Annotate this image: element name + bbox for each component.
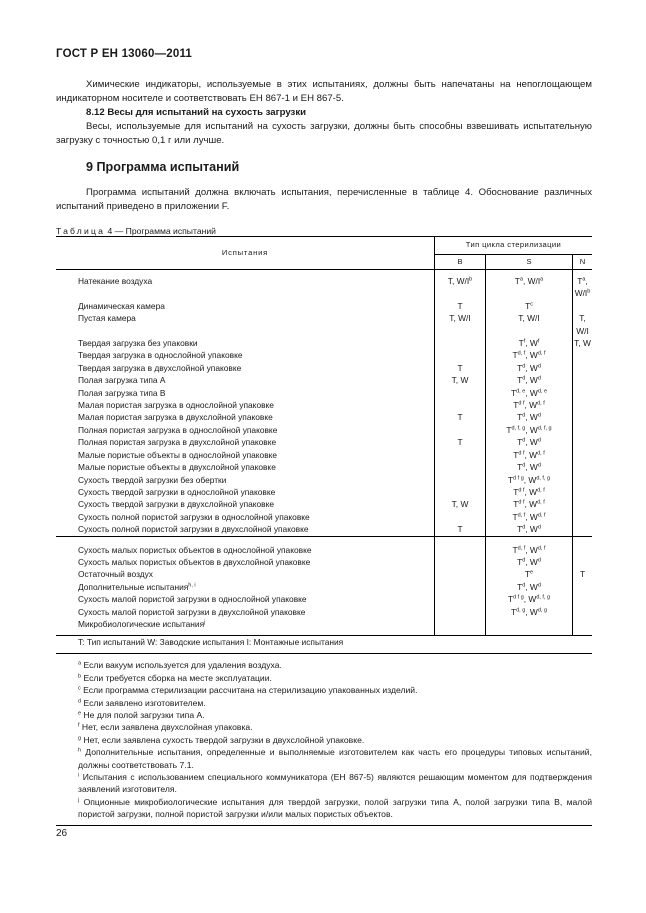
subsection-title: 8.12 Весы для испытаний на сухость загрузки bbox=[86, 107, 307, 118]
cycle-b-cell bbox=[435, 568, 486, 580]
cycle-b-cell bbox=[435, 474, 486, 486]
footnote: $^h$ Дополнительные испытания, определенные и выполняемые изготовителем как часть его процедуры типовых испытаний, должны соответствовать 7.1. bbox=[78, 747, 592, 770]
subsection-text: Весы, используемые для испытаний на сухость загрузки, должны быть способны взвешивать испытательную загрузку с точностью 0,1 г или лучше. bbox=[56, 121, 592, 146]
cycle-n-cell bbox=[573, 424, 593, 436]
cycle-n-cell bbox=[573, 486, 593, 498]
cycle-n-cell bbox=[573, 399, 593, 411]
cycle-s-cell: T$^{d, f}$, W$^{d, f}$ bbox=[486, 511, 573, 523]
cycle-b-cell: T, W/I bbox=[435, 312, 486, 337]
footnote-mark: a bbox=[78, 660, 82, 667]
cycle-n-cell bbox=[573, 349, 593, 361]
cycle-s-cell: T$^{d, f}$, W$^{d, f}$ bbox=[486, 544, 573, 556]
cycle-n-cell bbox=[573, 362, 593, 374]
cycle-n-cell bbox=[573, 606, 593, 618]
table-row bbox=[56, 399, 592, 411]
cycle-s-cell: $T^d$, $W^d$ bbox=[486, 556, 573, 568]
table-row bbox=[56, 411, 592, 423]
test-name-cell: Сухость твердой загрузки в однослойной упаковке bbox=[56, 486, 435, 498]
cycle-s-cell: $T^{d f}$, W$^{d, f}$ bbox=[486, 486, 573, 498]
table-row bbox=[56, 449, 592, 461]
col-b-header: B bbox=[435, 254, 486, 269]
table-body-group2 bbox=[56, 544, 592, 631]
col-group-header: Тип цикла стерилизации bbox=[435, 237, 593, 255]
cycle-n-cell bbox=[573, 374, 593, 386]
cycle-n-cell bbox=[573, 544, 593, 556]
cycle-s-cell: $T^{d f}$, W$^{d, f}$ bbox=[486, 399, 573, 411]
test-name-cell: Микробиологические испытания$^j$ bbox=[56, 618, 435, 630]
test-name-cell: Полая загрузка типа В bbox=[56, 387, 435, 399]
table-row bbox=[56, 436, 592, 448]
cycle-s-cell: T$^{d, e}$, W$^{d, e}$ bbox=[486, 387, 573, 399]
test-name-cell: Сухость полной пористой загрузки в однослойной упаковке bbox=[56, 511, 435, 523]
footnote-mark: f bbox=[78, 722, 80, 729]
intro-paragraph: Химические индикаторы, используемые в этих испытаниях, должны быть напечатаны на непоглощающем индикаторном носителе и соответствовать ЕН 867-1 и ЕН 867-5. bbox=[56, 79, 592, 104]
test-name-cell: Малая пористая загрузка в двухслойной упаковке bbox=[56, 411, 435, 423]
table-row bbox=[56, 474, 592, 486]
cycle-s-cell: $T^d$, $W^d$ bbox=[486, 581, 573, 593]
test-name-cell: Натекание воздуха bbox=[56, 275, 435, 300]
footnote-mark: i bbox=[78, 772, 80, 779]
cycle-s-cell: $T^{d f g}$, W$^{d, f, g}$ bbox=[486, 593, 573, 605]
cycle-b-cell: T, W bbox=[435, 498, 486, 510]
table-body-group1 bbox=[56, 270, 592, 537]
footnote: $^b$ Если требуется сборка на месте эксплуатации. bbox=[78, 672, 272, 683]
col-tests-header: Испытания bbox=[56, 237, 435, 270]
cycle-s-cell: T$^{d, f, g}$, W$^{d, f, g}$ bbox=[486, 424, 573, 436]
table-row bbox=[56, 486, 592, 498]
col-s-header: S bbox=[486, 254, 573, 269]
table-row bbox=[56, 374, 592, 386]
table-row bbox=[56, 275, 592, 300]
cycle-b-cell bbox=[435, 581, 486, 593]
test-name-cell: Полая загрузка типа А bbox=[56, 374, 435, 386]
cycle-b-cell: T bbox=[435, 300, 486, 312]
footnote-mark: h bbox=[78, 747, 82, 754]
table-row bbox=[56, 593, 592, 605]
cycle-b-cell: T, W bbox=[435, 374, 486, 386]
cycle-b-cell bbox=[435, 544, 486, 556]
cycle-s-cell: $T^d$, $W^d$ bbox=[486, 374, 573, 386]
cycle-n-cell bbox=[573, 449, 593, 461]
cycle-b-cell: T, $W/I^b$ bbox=[435, 275, 486, 300]
test-name-cell: Сухость полной пористой загрузки в двухслойной упаковке bbox=[56, 523, 435, 536]
cycle-b-cell bbox=[435, 424, 486, 436]
cycle-n-cell: $T^a$, $W/I^b$ bbox=[574, 276, 591, 299]
cycle-s-cell: T$^{d, f}$, W$^{d, f}$ bbox=[486, 349, 573, 361]
footnote-mark: e bbox=[78, 710, 82, 717]
footnote-mark: g bbox=[78, 735, 82, 742]
cycle-n-cell bbox=[573, 618, 593, 630]
cycle-s-cell bbox=[486, 618, 573, 630]
test-name-cell: Динамическая камера bbox=[56, 300, 435, 312]
cycle-n-cell bbox=[573, 581, 593, 593]
cycle-s-cell: $T^{d f g}$, W$^{d, f, g}$ bbox=[486, 474, 573, 486]
test-name-cell: Полная пористая загрузка в однослойной упаковке bbox=[56, 424, 435, 436]
cycle-s-cell: $T^d$, $W^d$ bbox=[486, 362, 573, 374]
test-name-cell: Сухость твердой загрузки без обертки bbox=[56, 474, 435, 486]
cycle-s-cell: $T^a$, $W/I^a$ bbox=[486, 275, 573, 300]
col-n-header: N bbox=[573, 254, 593, 269]
table-legend: T: Тип испытаний W: Заводские испытания I: Монтажные испытания bbox=[56, 636, 592, 654]
cycle-s-cell: $T^e$ bbox=[486, 568, 573, 580]
footnote-mark: j bbox=[78, 797, 80, 804]
footnote: $^c$ Если программа стерилизации рассчитана на стерилизацию упакованных изделий. bbox=[78, 685, 418, 696]
cycle-b-cell: T bbox=[435, 411, 486, 423]
footnote-mark: d bbox=[78, 698, 82, 705]
cycle-s-cell: T$^{d, g}$, W$^{d, g}$ bbox=[486, 606, 573, 618]
table-row bbox=[56, 362, 592, 374]
table-row bbox=[56, 461, 592, 473]
section-text: Программа испытаний должна включать испытания, перечисленные в таблице 4. Обоснование различных испытаний приведено в приложении F. bbox=[56, 187, 592, 212]
table-row bbox=[56, 312, 592, 337]
subsection-8-12 bbox=[56, 106, 592, 148]
cycle-s-cell: $T^{d f}$, W$^{d, f}$ bbox=[486, 498, 573, 510]
cycle-n-cell bbox=[573, 498, 593, 510]
cycle-n-cell bbox=[573, 461, 593, 473]
test-name-cell: Дополнительные испытания$^{h, i}$ bbox=[56, 581, 435, 593]
test-name-cell: Сухость малой пористой загрузки в двухслойной упаковке bbox=[56, 606, 435, 618]
cycle-b-cell bbox=[435, 556, 486, 568]
table-row bbox=[56, 618, 592, 630]
footnote-mark: b bbox=[78, 673, 82, 680]
cycle-s-cell: $T^{d f}$, W$^{d, f}$ bbox=[486, 449, 573, 461]
cycle-b-cell bbox=[435, 593, 486, 605]
table-row bbox=[56, 556, 592, 568]
cycle-b-cell bbox=[435, 461, 486, 473]
cycle-n-cell bbox=[573, 411, 593, 423]
test-name-cell: Твердая загрузка в двухслойной упаковке bbox=[56, 362, 435, 374]
cycle-b-cell: T bbox=[435, 436, 486, 448]
cycle-s-cell: $T^d$, $W^d$ bbox=[486, 523, 573, 536]
cycle-b-cell bbox=[435, 618, 486, 630]
cycle-b-cell bbox=[435, 349, 486, 361]
table-row bbox=[56, 544, 592, 556]
table-row bbox=[56, 606, 592, 618]
table-row bbox=[56, 337, 592, 349]
cycle-n-cell bbox=[573, 474, 593, 486]
cycle-b-cell bbox=[435, 387, 486, 399]
cycle-b-cell bbox=[435, 511, 486, 523]
test-name-cell: Малая пористая загрузка в однослойной упаковке bbox=[56, 399, 435, 411]
cycle-b-cell bbox=[435, 337, 486, 349]
cycle-b-cell bbox=[435, 449, 486, 461]
footnote: $^i$ Испытания с использованием специального коммуникатора (ЕН 867-5) являются решающим моментом для подтверждения заявлений изготовителя. bbox=[78, 772, 592, 795]
cycle-s-cell: $T^d$, $W^d$ bbox=[486, 461, 573, 473]
table-caption-word: Таблица bbox=[56, 226, 106, 236]
cycle-b-cell bbox=[435, 486, 486, 498]
test-name-cell: Твердая загрузка в однослойной упаковке bbox=[56, 349, 435, 361]
cycle-n-cell bbox=[573, 593, 593, 605]
table-row bbox=[56, 349, 592, 361]
cycle-n-cell bbox=[573, 300, 593, 312]
cycle-n-cell: T, W/I bbox=[576, 313, 589, 336]
test-name-cell: Сухость малых пористых объектов в двухслойной упаковке bbox=[56, 556, 435, 568]
footnote: $^f$ Нет, если заявлена двухслойная упаковка. bbox=[78, 722, 253, 733]
table-row bbox=[56, 498, 592, 510]
test-name-cell: Малые пористые объекты в однослойной упаковке bbox=[56, 449, 435, 461]
table-caption-rest: 4 — Программа испытаний bbox=[107, 226, 216, 236]
test-name-cell: Твердая загрузка без упаковки bbox=[56, 337, 435, 349]
footnote-mark: c bbox=[78, 685, 81, 692]
cycle-n-cell bbox=[573, 523, 593, 536]
cycle-b-cell: T bbox=[435, 362, 486, 374]
test-name-cell: Полная пористая загрузка в двухслойной упаковке bbox=[56, 436, 435, 448]
table-row bbox=[56, 523, 592, 536]
cycle-s-cell: T, W/I bbox=[486, 312, 573, 337]
cycle-n-cell bbox=[573, 436, 593, 448]
table-caption bbox=[56, 226, 216, 236]
test-name-cell: Сухость малой пористой загрузки в однослойной упаковке bbox=[56, 593, 435, 605]
footnote: $^a$ Если вакуум используется для удаления воздуха. bbox=[78, 660, 282, 671]
cycle-s-cell: $T^d$, $W^d$ bbox=[486, 411, 573, 423]
test-name-cell: Остаточный воздух bbox=[56, 568, 435, 580]
cycle-b-cell bbox=[435, 399, 486, 411]
table-row bbox=[56, 568, 592, 580]
test-name-cell: Сухость твердой загрузки в двухслойной упаковке bbox=[56, 498, 435, 510]
cycle-b-cell: T bbox=[435, 523, 486, 536]
table-footnotes bbox=[56, 659, 592, 820]
footnote: $^d$ Если заявлено изготовителем. bbox=[78, 697, 206, 708]
table-row bbox=[56, 581, 592, 593]
test-name-cell: Сухость малых пористых объектов в однослойной упаковке bbox=[56, 544, 435, 556]
table-row bbox=[56, 511, 592, 523]
cycle-n-cell: T, W bbox=[574, 338, 591, 349]
test-program-table bbox=[56, 236, 592, 826]
table-row bbox=[56, 387, 592, 399]
test-name-cell: Пустая камера bbox=[56, 312, 435, 337]
cycle-n-cell bbox=[573, 556, 593, 568]
cycle-s-cell: $T^c$ bbox=[486, 300, 573, 312]
table-group-separator bbox=[56, 536, 592, 544]
footnote: $^e$ Не для полой загрузки типа А. bbox=[78, 710, 205, 720]
footnote: $^g$ Нет, если заявлена сухость твердой загрузки в двухслойной упаковке. bbox=[78, 734, 365, 745]
cycle-n-cell: T bbox=[579, 569, 586, 580]
cycle-n-cell bbox=[573, 387, 593, 399]
page-number: 26 bbox=[56, 828, 68, 839]
footnote: $^j$ Опционные микробиологические испытания для твердой загрузки, полой загрузки типа А, полой загрузки типа В, малой пористой загрузки, полной пористой загрузки и/или малых пористых объектов. bbox=[78, 796, 592, 820]
cycle-n-cell bbox=[573, 511, 593, 523]
cycle-s-cell: $T^f$, $W^f$ bbox=[486, 337, 573, 349]
table-row bbox=[56, 424, 592, 436]
test-name-cell: Малые пористые объекты в двухслойной упаковке bbox=[56, 461, 435, 473]
document-header: ГОСТ Р ЕН 13060—2011 bbox=[56, 48, 193, 60]
section-title: 9 Программа испытаний bbox=[86, 160, 240, 174]
cycle-b-cell bbox=[435, 606, 486, 618]
cycle-s-cell: $T^d$, $W^d$ bbox=[486, 436, 573, 448]
table-row bbox=[56, 300, 592, 312]
